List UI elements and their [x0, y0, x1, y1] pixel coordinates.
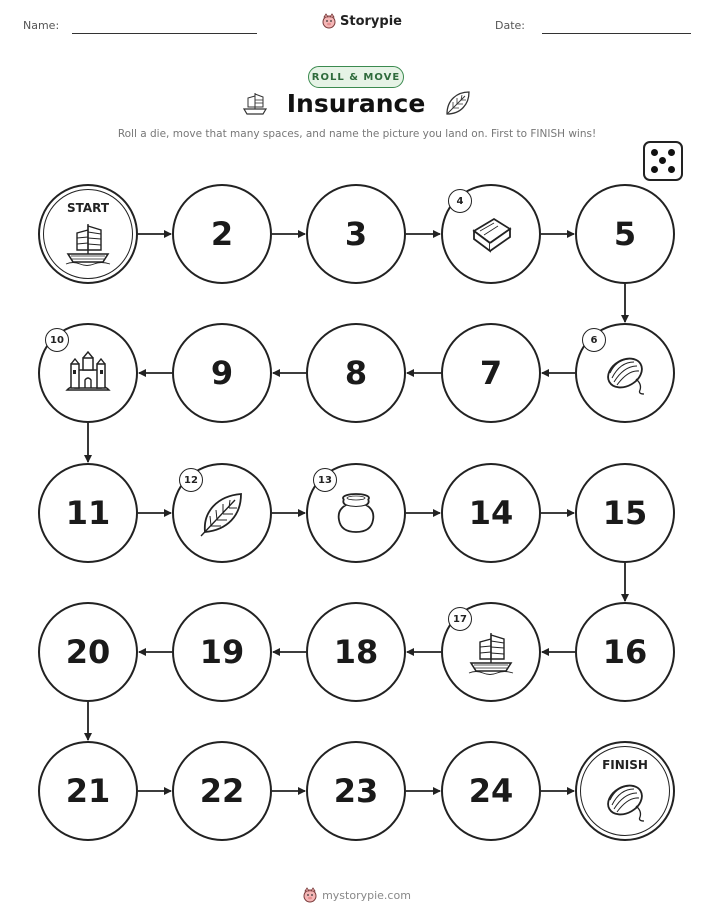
start-space [38, 184, 138, 284]
board-space-16 [575, 602, 675, 702]
space-number-tag: 4 [448, 189, 472, 213]
space-number: 7 [479, 354, 503, 392]
board-space-23 [306, 741, 406, 841]
die-icon [643, 141, 683, 181]
space-number: 14 [468, 494, 514, 532]
date-line[interactable] [542, 33, 691, 34]
space-number: 11 [65, 494, 111, 532]
instructions: Roll a die, move that many spaces, and name the picture you land on. First to FINISH wins! [117, 128, 597, 140]
board-space-12 [172, 463, 272, 563]
junk-boat-icon [466, 627, 516, 677]
space-number: 15 [602, 494, 648, 532]
footer-site: mystorypie.com [322, 888, 411, 902]
board-space-17 [441, 602, 541, 702]
board-space-2 [172, 184, 272, 284]
board-space-10 [38, 323, 138, 423]
junk-boat-icon [241, 89, 269, 117]
board-space-4 [441, 184, 541, 284]
junk-boat-icon [63, 218, 113, 268]
roll-move-badge: ROLL & MOVE [308, 66, 404, 88]
space-number: 22 [199, 772, 245, 810]
board-space-8 [306, 323, 406, 423]
pig-mascot-icon [322, 13, 336, 29]
board-space-5 [575, 184, 675, 284]
brand-name: Storypie [340, 13, 402, 29]
yarn-icon [600, 348, 650, 398]
start-label: START [66, 201, 110, 215]
title-row [0, 88, 714, 118]
finish-label: FINISH [602, 758, 648, 772]
space-number: 3 [344, 215, 368, 253]
board-space-22 [172, 741, 272, 841]
space-number: 23 [333, 772, 379, 810]
space-number-tag: 10 [45, 328, 69, 352]
space-number-tag: 17 [448, 607, 472, 631]
space-number: 5 [613, 215, 637, 253]
name-label: Name: [23, 19, 60, 32]
page-title: Insurance [286, 88, 426, 118]
footer [0, 887, 714, 903]
pig-mascot-icon [303, 887, 317, 903]
eraser-icon [466, 209, 516, 259]
space-number: 16 [602, 633, 648, 671]
space-number-tag: 12 [179, 468, 203, 492]
board-space-9 [172, 323, 272, 423]
date-label: Date: [495, 19, 525, 32]
space-number: 19 [199, 633, 245, 671]
board-space-14 [441, 463, 541, 563]
board-space-13 [306, 463, 406, 563]
finish-space [575, 741, 675, 841]
board-space-21 [38, 741, 138, 841]
board-space-24 [441, 741, 541, 841]
yarn-icon [600, 775, 650, 825]
leaf-icon [443, 88, 473, 118]
pot-icon [331, 488, 381, 538]
space-number-tag: 13 [313, 468, 337, 492]
board-space-19 [172, 602, 272, 702]
board-space-18 [306, 602, 406, 702]
space-number: 9 [210, 354, 234, 392]
board-space-7 [441, 323, 541, 423]
space-number-tag: 6 [582, 328, 606, 352]
board-space-6 [575, 323, 675, 423]
space-number: 8 [344, 354, 368, 392]
space-number: 2 [210, 215, 234, 253]
name-line[interactable] [72, 33, 257, 34]
leaf-icon [197, 488, 247, 538]
space-number: 21 [65, 772, 111, 810]
space-number: 24 [468, 772, 514, 810]
board-space-15 [575, 463, 675, 563]
board-space-20 [38, 602, 138, 702]
space-number: 20 [65, 633, 111, 671]
board-space-11 [38, 463, 138, 563]
board-space-3 [306, 184, 406, 284]
sandcastle-icon [63, 348, 113, 398]
brand [322, 13, 402, 29]
space-number: 18 [333, 633, 379, 671]
